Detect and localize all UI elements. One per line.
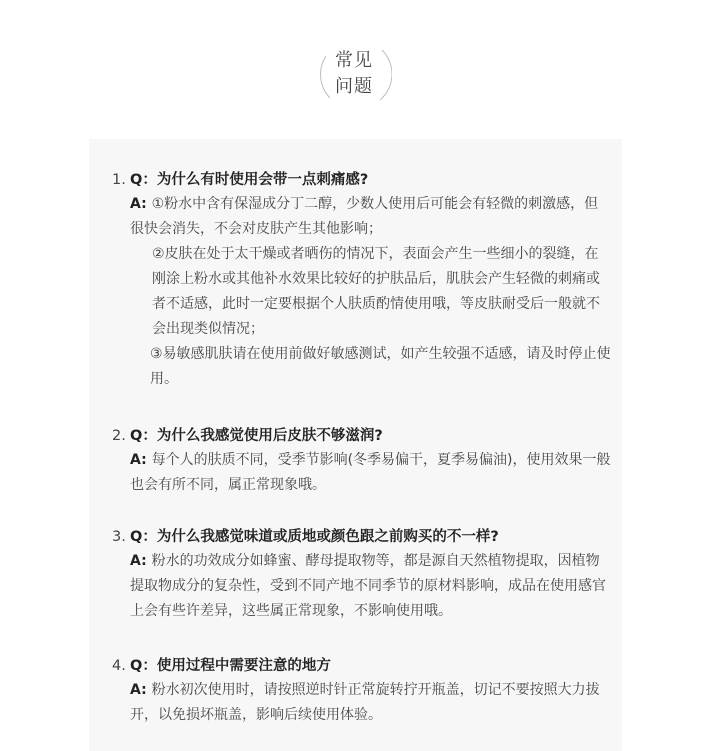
answer-text: 每个人的肤质不同，受季节影响(冬季易偏干，夏季易偏油)，使用效果一般也会有所不同，属正常现象哦。 [130,452,611,493]
section-title [316,48,392,100]
answer-text: 粉水初次使用时，请按照逆时针正常旋转拧开瓶盖，切记不要按照大力拔开，以免损坏瓶盖，影响后续使用体验。 [130,682,600,723]
faq-number: 4. [112,658,126,674]
answer-label: A: [130,452,152,468]
question-text: Q：为什么我感觉味道或质地或颜色跟之前购买的不一样? [130,529,499,545]
faq-question [112,654,612,678]
answer-label: A: [130,196,152,212]
faq-item [112,424,612,498]
question-text: Q：为什么我感觉使用后皮肤不够滋润? [130,428,383,444]
faq-answer [130,192,612,392]
faq-answer [130,448,612,498]
faq-question [112,424,612,448]
faq-item [112,654,612,728]
faq-number: 1. [112,172,126,188]
answer-text: ①粉水中含有保湿成分丁二醇，少数人使用后可能会有轻微的刺激感，但很快会消失，不会对皮肤产生其他影响； [130,196,599,237]
answer-text: ②皮肤在处于太干燥或者晒伤的情况下，表面会产生一些细小的裂缝，在刚涂上粉水或其他补水效果比较好的护肤品后，肌肤会产生轻微的刺痛或者不适感，此时一定要根据个人肤质酌情使用哦，等皮肤耐受后一般就不会出现类似情况； [152,246,600,337]
section-badge [316,40,392,108]
question-text: Q：为什么有时使用会带一点刺痛感? [130,172,369,188]
faq-question [112,525,612,549]
faq-number: 2. [112,428,126,444]
faq-answer [130,678,612,728]
section-title-line1: 常见 [335,50,373,71]
faq-question [112,168,612,192]
faq-number: 3. [112,529,126,545]
answer-text: ③易敏感肌肤请在使用前做好敏感测试，如产生较强不适感，请及时停止使用。 [150,346,611,387]
faq-item [112,525,612,624]
faq-item [112,168,612,392]
answer-label: A: [130,553,152,569]
answer-text: 粉水的功效成分如蜂蜜、酵母提取物等，都是源自天然植物提取，因植物提取物成分的复杂性，受到不同产地不同季节的原材料影响，成品在使用感官上会有些许差异，这些属正常现象，不影响使用哦。 [130,553,606,619]
faq-answer [130,549,612,624]
question-text: Q：使用过程中需要注意的地方 [130,658,331,674]
section-title-line2: 问题 [335,76,373,97]
answer-label: A: [130,682,152,698]
